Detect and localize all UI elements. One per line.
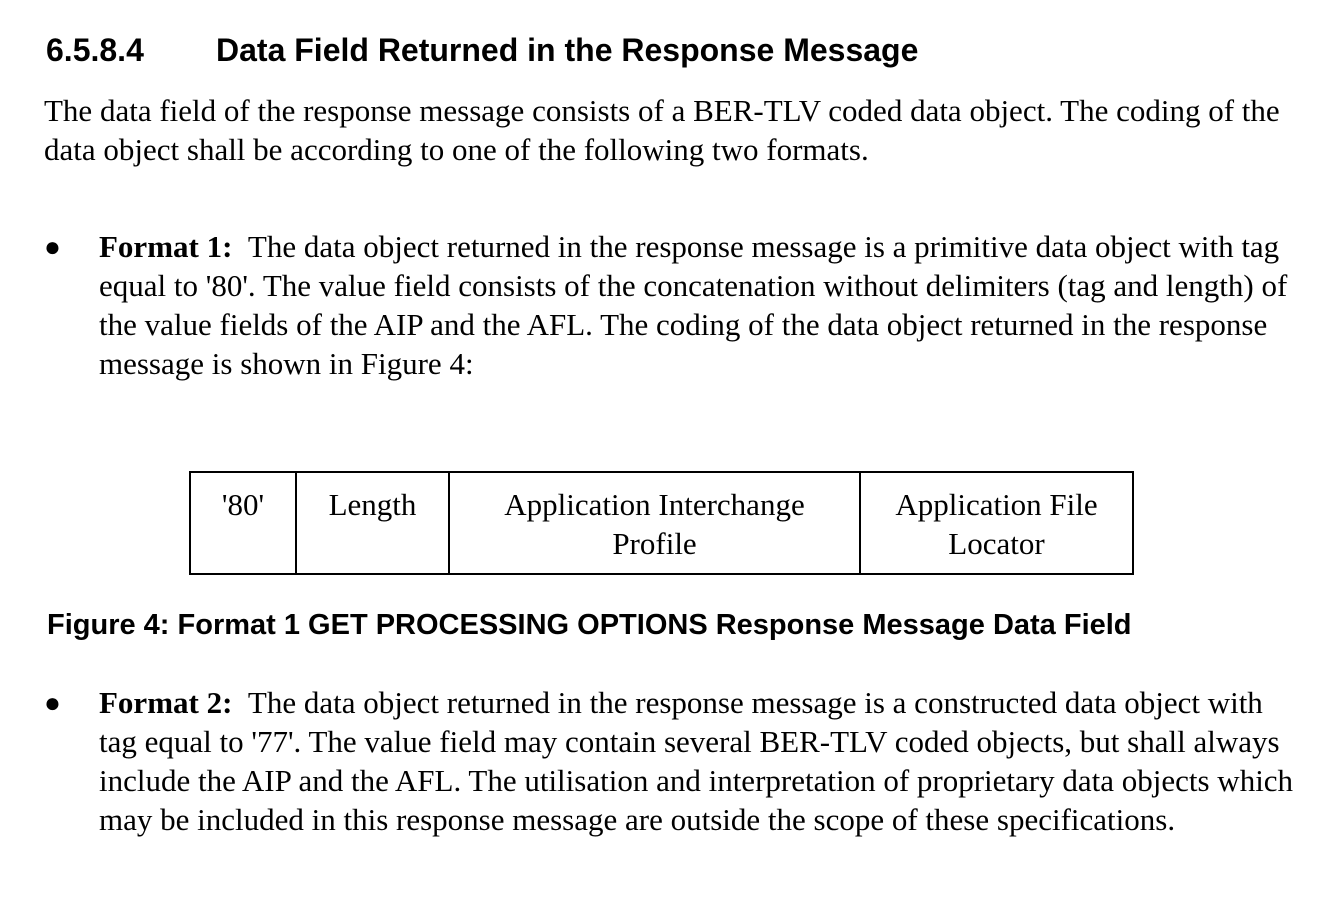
figure-4-table xyxy=(189,471,1134,575)
bullet-text xyxy=(99,683,1299,839)
bullet-body: The data object returned in the response message is a primitive data object with tag equal to '80'. The value field consists of the concatenation without delimiters (tag and length) of the value fields of the AIP and the AFL. The coding of the data object returned in the response message is shown in Figure 4: xyxy=(99,229,1288,381)
bullet-dot-icon: ● xyxy=(44,231,61,262)
table-cell-tag: '80' xyxy=(190,472,296,574)
bullet-body: The data object returned in the response message is a constructed data object with tag equal to '77'. The value field may contain several BER-TLV coded objects, but shall always include the AIP and the AFL. The utilisation and interpretation of proprietary data objects which may be included in this response message are outside the scope of these specifications. xyxy=(99,685,1294,837)
table-cell-aip: Application Interchange Profile xyxy=(449,472,860,574)
section-number: 6.5.8.4 xyxy=(46,32,144,68)
bullet-label: Format 1: xyxy=(99,229,233,264)
section-heading xyxy=(46,30,918,70)
intro-paragraph: The data field of the response message consists of a BER-TLV coded data object. The coding of the data object shall be according to one of the following two formats. xyxy=(44,93,1280,167)
section-title: Data Field Returned in the Response Message xyxy=(216,32,919,68)
figure-caption: Figure 4: Format 1 GET PROCESSING OPTIONS Response Message Data Field xyxy=(47,609,1132,641)
table-row xyxy=(190,472,1133,574)
bullet-dot-icon: ● xyxy=(44,687,61,718)
table-cell-afl: Application File Locator xyxy=(860,472,1133,574)
bullet-text xyxy=(99,227,1299,383)
bullet-label: Format 2: xyxy=(99,685,233,720)
table-cell-length: Length xyxy=(296,472,449,574)
